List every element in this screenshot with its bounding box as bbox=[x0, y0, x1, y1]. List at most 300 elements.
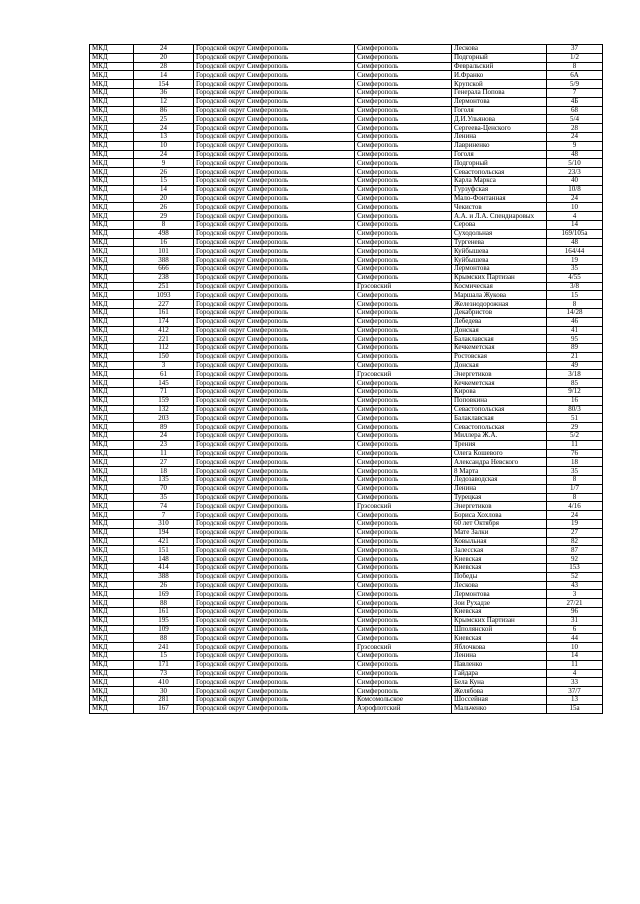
district-cell: Городской округ Симферополь bbox=[194, 71, 355, 80]
district-cell: Городской округ Симферополь bbox=[194, 352, 355, 361]
number-cell: 101 bbox=[134, 247, 194, 256]
district-cell: Городской округ Симферополь bbox=[194, 282, 355, 291]
building-type-cell: МКД bbox=[90, 687, 134, 696]
table-row bbox=[90, 651, 603, 660]
street-cell: Крупской bbox=[452, 80, 547, 89]
number-cell: 24 bbox=[134, 124, 194, 133]
settlement-cell: Симферополь bbox=[355, 300, 452, 309]
house-cell: 48 bbox=[547, 238, 603, 247]
settlement-cell: Симферополь bbox=[355, 432, 452, 441]
district-cell: Городской округ Симферополь bbox=[194, 176, 355, 185]
settlement-cell: Симферополь bbox=[355, 247, 452, 256]
number-cell: 281 bbox=[134, 695, 194, 704]
number-cell: 7 bbox=[134, 511, 194, 520]
table-row bbox=[90, 80, 603, 89]
table-row bbox=[90, 502, 603, 511]
table-row bbox=[90, 273, 603, 282]
table-row bbox=[90, 185, 603, 194]
street-cell: Гайдара bbox=[452, 669, 547, 678]
building-type-cell: МКД bbox=[90, 608, 134, 617]
building-type-cell: МКД bbox=[90, 176, 134, 185]
house-cell: 24 bbox=[547, 132, 603, 141]
building-type-cell: МКД bbox=[90, 414, 134, 423]
number-cell: 88 bbox=[134, 634, 194, 643]
settlement-cell: Симферополь bbox=[355, 537, 452, 546]
district-cell: Городской округ Симферополь bbox=[194, 564, 355, 573]
building-type-cell: МКД bbox=[90, 660, 134, 669]
building-type-cell: МКД bbox=[90, 106, 134, 115]
settlement-cell: Симферополь bbox=[355, 511, 452, 520]
house-cell: 35 bbox=[547, 264, 603, 273]
table-row bbox=[90, 53, 603, 62]
house-cell: 87 bbox=[547, 546, 603, 555]
number-cell: 11 bbox=[134, 449, 194, 458]
table-row bbox=[90, 564, 603, 573]
number-cell: 3 bbox=[134, 361, 194, 370]
number-cell: 238 bbox=[134, 273, 194, 282]
district-cell: Городской округ Симферополь bbox=[194, 449, 355, 458]
district-cell: Городской округ Симферополь bbox=[194, 264, 355, 273]
table-row bbox=[90, 159, 603, 168]
building-type-cell: МКД bbox=[90, 238, 134, 247]
settlement-cell: Симферополь bbox=[355, 212, 452, 221]
district-cell: Городской округ Симферополь bbox=[194, 80, 355, 89]
district-cell: Городской округ Симферополь bbox=[194, 528, 355, 537]
table-body bbox=[90, 45, 603, 714]
table-row bbox=[90, 361, 603, 370]
street-cell: Лескова bbox=[452, 45, 547, 54]
building-type-cell: МКД bbox=[90, 80, 134, 89]
house-cell: 68 bbox=[547, 106, 603, 115]
street-cell: Декабристов bbox=[452, 308, 547, 317]
house-cell: 82 bbox=[547, 537, 603, 546]
street-cell: Карла Маркса bbox=[452, 176, 547, 185]
house-cell: 8 bbox=[547, 493, 603, 502]
number-cell: 14 bbox=[134, 71, 194, 80]
building-type-cell: МКД bbox=[90, 185, 134, 194]
building-type-cell: МКД bbox=[90, 317, 134, 326]
district-cell: Городской округ Симферополь bbox=[194, 634, 355, 643]
table-row bbox=[90, 194, 603, 203]
building-type-cell: МКД bbox=[90, 388, 134, 397]
table-row bbox=[90, 405, 603, 414]
street-cell: Лебедева bbox=[452, 317, 547, 326]
building-type-cell: МКД bbox=[90, 423, 134, 432]
building-type-cell: МКД bbox=[90, 405, 134, 414]
street-cell: Гоголя bbox=[452, 106, 547, 115]
building-type-cell: МКД bbox=[90, 229, 134, 238]
district-cell: Городской округ Симферополь bbox=[194, 537, 355, 546]
table-row bbox=[90, 476, 603, 485]
table-row bbox=[90, 581, 603, 590]
street-cell: Ленина bbox=[452, 484, 547, 493]
house-cell: 164/44 bbox=[547, 247, 603, 256]
settlement-cell: Симферополь bbox=[355, 651, 452, 660]
street-cell: Мало-Фонтанная bbox=[452, 194, 547, 203]
house-cell: 37 bbox=[547, 45, 603, 54]
street-cell: Лермонтова bbox=[452, 590, 547, 599]
table-row bbox=[90, 344, 603, 353]
number-cell: 25 bbox=[134, 115, 194, 124]
house-cell: 6 bbox=[547, 625, 603, 634]
building-type-cell: МКД bbox=[90, 159, 134, 168]
housing-table bbox=[89, 44, 603, 714]
building-type-cell: МКД bbox=[90, 53, 134, 62]
building-type-cell: МКД bbox=[90, 546, 134, 555]
number-cell: 414 bbox=[134, 564, 194, 573]
table-row bbox=[90, 247, 603, 256]
settlement-cell: Симферополь bbox=[355, 97, 452, 106]
table-row bbox=[90, 458, 603, 467]
district-cell: Городской округ Симферополь bbox=[194, 572, 355, 581]
district-cell: Городской округ Симферополь bbox=[194, 370, 355, 379]
settlement-cell: Симферополь bbox=[355, 396, 452, 405]
street-cell: Гоголя bbox=[452, 150, 547, 159]
district-cell: Городской округ Симферополь bbox=[194, 581, 355, 590]
table-row bbox=[90, 203, 603, 212]
settlement-cell: Симферополь bbox=[355, 546, 452, 555]
district-cell: Городской округ Симферополь bbox=[194, 62, 355, 71]
table-row bbox=[90, 370, 603, 379]
district-cell: Городской округ Симферополь bbox=[194, 212, 355, 221]
house-cell: 18 bbox=[547, 458, 603, 467]
building-type-cell: МКД bbox=[90, 599, 134, 608]
settlement-cell: Симферополь bbox=[355, 291, 452, 300]
number-cell: 194 bbox=[134, 528, 194, 537]
house-cell: 52 bbox=[547, 572, 603, 581]
house-cell: 23/3 bbox=[547, 168, 603, 177]
table-row bbox=[90, 414, 603, 423]
street-cell: Трения bbox=[452, 440, 547, 449]
number-cell: 18 bbox=[134, 467, 194, 476]
street-cell: Февральский bbox=[452, 62, 547, 71]
house-cell: 6А bbox=[547, 71, 603, 80]
street-cell: Павленко bbox=[452, 660, 547, 669]
table-row bbox=[90, 555, 603, 564]
street-cell: Космическая bbox=[452, 282, 547, 291]
settlement-cell: Симферополь bbox=[355, 581, 452, 590]
settlement-cell: Симферополь bbox=[355, 669, 452, 678]
house-cell: 3/18 bbox=[547, 370, 603, 379]
settlement-cell: Симферополь bbox=[355, 132, 452, 141]
street-cell: Мате Залки bbox=[452, 528, 547, 537]
building-type-cell: МКД bbox=[90, 335, 134, 344]
street-cell: Гурзуфская bbox=[452, 185, 547, 194]
district-cell: Городской округ Симферополь bbox=[194, 317, 355, 326]
house-cell: 27 bbox=[547, 528, 603, 537]
number-cell: 412 bbox=[134, 326, 194, 335]
district-cell: Городской округ Симферополь bbox=[194, 88, 355, 97]
district-cell: Городской округ Симферополь bbox=[194, 291, 355, 300]
settlement-cell: Симферополь bbox=[355, 45, 452, 54]
district-cell: Городской округ Симферополь bbox=[194, 97, 355, 106]
house-cell: 3/8 bbox=[547, 282, 603, 291]
table-row bbox=[90, 660, 603, 669]
table-row bbox=[90, 106, 603, 115]
table-row bbox=[90, 599, 603, 608]
district-cell: Городской округ Симферополь bbox=[194, 229, 355, 238]
street-cell: Ледозаводская bbox=[452, 476, 547, 485]
building-type-cell: МКД bbox=[90, 651, 134, 660]
settlement-cell: Симферополь bbox=[355, 124, 452, 133]
settlement-cell: Симферополь bbox=[355, 344, 452, 353]
table-row bbox=[90, 440, 603, 449]
street-cell: Ленина bbox=[452, 132, 547, 141]
settlement-cell: Симферополь bbox=[355, 168, 452, 177]
house-cell: 44 bbox=[547, 634, 603, 643]
table-row bbox=[90, 150, 603, 159]
street-cell: Энергетиков bbox=[452, 502, 547, 511]
street-cell: Лавриненко bbox=[452, 141, 547, 150]
house-cell: 80/3 bbox=[547, 405, 603, 414]
house-cell: 35 bbox=[547, 467, 603, 476]
street-cell: Крымских Партизан bbox=[452, 273, 547, 282]
number-cell: 159 bbox=[134, 396, 194, 405]
number-cell: 61 bbox=[134, 370, 194, 379]
building-type-cell: МКД bbox=[90, 88, 134, 97]
district-cell: Городской округ Симферополь bbox=[194, 141, 355, 150]
street-cell: Шоссейная bbox=[452, 695, 547, 704]
settlement-cell: Симферополь bbox=[355, 608, 452, 617]
number-cell: 20 bbox=[134, 53, 194, 62]
number-cell: 112 bbox=[134, 344, 194, 353]
house-cell: 4 bbox=[547, 669, 603, 678]
district-cell: Городской округ Симферополь bbox=[194, 599, 355, 608]
number-cell: 10 bbox=[134, 141, 194, 150]
house-cell: 153 bbox=[547, 564, 603, 573]
number-cell: 35 bbox=[134, 493, 194, 502]
house-cell: 27/21 bbox=[547, 599, 603, 608]
table-row bbox=[90, 212, 603, 221]
number-cell: 227 bbox=[134, 300, 194, 309]
table-row bbox=[90, 695, 603, 704]
table-row bbox=[90, 264, 603, 273]
table-row bbox=[90, 423, 603, 432]
district-cell: Городской округ Симферополь bbox=[194, 669, 355, 678]
building-type-cell: МКД bbox=[90, 344, 134, 353]
building-type-cell: МКД bbox=[90, 643, 134, 652]
number-cell: 132 bbox=[134, 405, 194, 414]
building-type-cell: МКД bbox=[90, 458, 134, 467]
district-cell: Городской округ Симферополь bbox=[194, 502, 355, 511]
table-row bbox=[90, 379, 603, 388]
number-cell: 29 bbox=[134, 212, 194, 221]
street-cell: 60 лет Октября bbox=[452, 520, 547, 529]
house-cell: 4Б bbox=[547, 97, 603, 106]
house-cell: 92 bbox=[547, 555, 603, 564]
table-row bbox=[90, 484, 603, 493]
street-cell: Энергетиков bbox=[452, 370, 547, 379]
settlement-cell: Симферополь bbox=[355, 414, 452, 423]
table-row bbox=[90, 669, 603, 678]
district-cell: Городской округ Симферополь bbox=[194, 678, 355, 687]
street-cell: Чекистов bbox=[452, 203, 547, 212]
building-type-cell: МКД bbox=[90, 511, 134, 520]
settlement-cell: Симферополь bbox=[355, 159, 452, 168]
building-type-cell: МКД bbox=[90, 220, 134, 229]
settlement-cell: Симферополь bbox=[355, 53, 452, 62]
table-row bbox=[90, 449, 603, 458]
street-cell: Турецкая bbox=[452, 493, 547, 502]
number-cell: 14 bbox=[134, 185, 194, 194]
building-type-cell: МКД bbox=[90, 264, 134, 273]
district-cell: Городской округ Симферополь bbox=[194, 423, 355, 432]
house-cell: 5/10 bbox=[547, 159, 603, 168]
house-cell: 11 bbox=[547, 660, 603, 669]
house-cell: 76 bbox=[547, 449, 603, 458]
building-type-cell: МКД bbox=[90, 361, 134, 370]
number-cell: 24 bbox=[134, 432, 194, 441]
building-type-cell: МКД bbox=[90, 449, 134, 458]
district-cell: Городской округ Симферополь bbox=[194, 300, 355, 309]
building-type-cell: МКД bbox=[90, 590, 134, 599]
house-cell: 24 bbox=[547, 194, 603, 203]
number-cell: 8 bbox=[134, 220, 194, 229]
street-cell: Железнодорожная bbox=[452, 300, 547, 309]
building-type-cell: МКД bbox=[90, 555, 134, 564]
number-cell: 174 bbox=[134, 317, 194, 326]
building-type-cell: МКД bbox=[90, 62, 134, 71]
building-type-cell: МКД bbox=[90, 379, 134, 388]
table-row bbox=[90, 335, 603, 344]
number-cell: 28 bbox=[134, 62, 194, 71]
street-cell: Залесская bbox=[452, 546, 547, 555]
building-type-cell: МКД bbox=[90, 678, 134, 687]
building-type-cell: МКД bbox=[90, 440, 134, 449]
table-row bbox=[90, 71, 603, 80]
settlement-cell: Симферополь bbox=[355, 449, 452, 458]
settlement-cell: Симферополь bbox=[355, 484, 452, 493]
settlement-cell: Симферополь bbox=[355, 62, 452, 71]
settlement-cell: Симферополь bbox=[355, 88, 452, 97]
number-cell: 161 bbox=[134, 608, 194, 617]
building-type-cell: МКД bbox=[90, 581, 134, 590]
building-type-cell: МКД bbox=[90, 493, 134, 502]
district-cell: Городской округ Симферополь bbox=[194, 185, 355, 194]
house-cell: 14 bbox=[547, 651, 603, 660]
number-cell: 12 bbox=[134, 97, 194, 106]
street-cell: Куйбышева bbox=[452, 247, 547, 256]
building-type-cell: МКД bbox=[90, 634, 134, 643]
building-type-cell: МКД bbox=[90, 132, 134, 141]
table-row bbox=[90, 308, 603, 317]
house-cell: 19 bbox=[547, 256, 603, 265]
number-cell: 410 bbox=[134, 678, 194, 687]
street-cell: Киевская bbox=[452, 634, 547, 643]
settlement-cell: Симферополь bbox=[355, 361, 452, 370]
district-cell: Городской округ Симферополь bbox=[194, 256, 355, 265]
house-cell: 8 bbox=[547, 300, 603, 309]
street-cell: Севастопольская bbox=[452, 423, 547, 432]
district-cell: Городской округ Симферополь bbox=[194, 335, 355, 344]
house-cell: 8 bbox=[547, 62, 603, 71]
settlement-cell: Симферополь bbox=[355, 352, 452, 361]
house-cell: 5/4 bbox=[547, 115, 603, 124]
table-row bbox=[90, 643, 603, 652]
number-cell: 24 bbox=[134, 45, 194, 54]
table-row bbox=[90, 115, 603, 124]
street-cell: Маршала Жукова bbox=[452, 291, 547, 300]
building-type-cell: МКД bbox=[90, 115, 134, 124]
building-type-cell: МКД bbox=[90, 370, 134, 379]
street-cell: Олега Кошевого bbox=[452, 449, 547, 458]
house-cell: 4 bbox=[547, 212, 603, 221]
number-cell: 86 bbox=[134, 106, 194, 115]
table-row bbox=[90, 432, 603, 441]
building-type-cell: МКД bbox=[90, 669, 134, 678]
house-cell: 51 bbox=[547, 414, 603, 423]
number-cell: 26 bbox=[134, 168, 194, 177]
settlement-cell: Грэсовский bbox=[355, 643, 452, 652]
district-cell: Городской округ Симферополь bbox=[194, 308, 355, 317]
table-row bbox=[90, 388, 603, 397]
table-row bbox=[90, 291, 603, 300]
settlement-cell: Симферополь bbox=[355, 476, 452, 485]
table-row bbox=[90, 590, 603, 599]
house-cell: 14/28 bbox=[547, 308, 603, 317]
district-cell: Городской округ Симферополь bbox=[194, 590, 355, 599]
building-type-cell: МКД bbox=[90, 537, 134, 546]
building-type-cell: МКД bbox=[90, 467, 134, 476]
table-row bbox=[90, 256, 603, 265]
number-cell: 1093 bbox=[134, 291, 194, 300]
house-cell: 49 bbox=[547, 361, 603, 370]
number-cell: 167 bbox=[134, 704, 194, 713]
table-row bbox=[90, 229, 603, 238]
building-type-cell: МКД bbox=[90, 572, 134, 581]
settlement-cell: Симферополь bbox=[355, 185, 452, 194]
house-cell: 89 bbox=[547, 344, 603, 353]
street-cell: Суходольная bbox=[452, 229, 547, 238]
building-type-cell: МКД bbox=[90, 124, 134, 133]
building-type-cell: МКД bbox=[90, 300, 134, 309]
settlement-cell: Симферополь bbox=[355, 405, 452, 414]
district-cell: Городской округ Симферополь bbox=[194, 432, 355, 441]
number-cell: 20 bbox=[134, 194, 194, 203]
house-cell: 48 bbox=[547, 150, 603, 159]
district-cell: Городской округ Симферополь bbox=[194, 476, 355, 485]
street-cell: Донская bbox=[452, 326, 547, 335]
street-cell: Киевская bbox=[452, 564, 547, 573]
street-cell: Балаклавская bbox=[452, 414, 547, 423]
house-cell: 40 bbox=[547, 176, 603, 185]
settlement-cell: Симферополь bbox=[355, 458, 452, 467]
settlement-cell: Симферополь bbox=[355, 599, 452, 608]
settlement-cell: Комсомольское bbox=[355, 695, 452, 704]
district-cell: Городской округ Симферополь bbox=[194, 440, 355, 449]
district-cell: Городской округ Симферополь bbox=[194, 405, 355, 414]
street-cell: Лермонтова bbox=[452, 264, 547, 273]
street-cell: Кечкеметская bbox=[452, 344, 547, 353]
district-cell: Городской округ Симферополь bbox=[194, 132, 355, 141]
district-cell: Городской округ Симферополь bbox=[194, 555, 355, 564]
district-cell: Городской округ Симферополь bbox=[194, 651, 355, 660]
building-type-cell: МКД bbox=[90, 97, 134, 106]
street-cell: Желябова bbox=[452, 687, 547, 696]
street-cell: Подгорный bbox=[452, 53, 547, 62]
settlement-cell: Симферополь bbox=[355, 238, 452, 247]
district-cell: Городской округ Симферополь bbox=[194, 687, 355, 696]
building-type-cell: МКД bbox=[90, 326, 134, 335]
table-row bbox=[90, 687, 603, 696]
table-row bbox=[90, 317, 603, 326]
house-cell: 10/8 bbox=[547, 185, 603, 194]
district-cell: Городской округ Симферополь bbox=[194, 616, 355, 625]
number-cell: 26 bbox=[134, 203, 194, 212]
number-cell: 150 bbox=[134, 352, 194, 361]
number-cell: 26 bbox=[134, 581, 194, 590]
district-cell: Городской округ Симферополь bbox=[194, 344, 355, 353]
